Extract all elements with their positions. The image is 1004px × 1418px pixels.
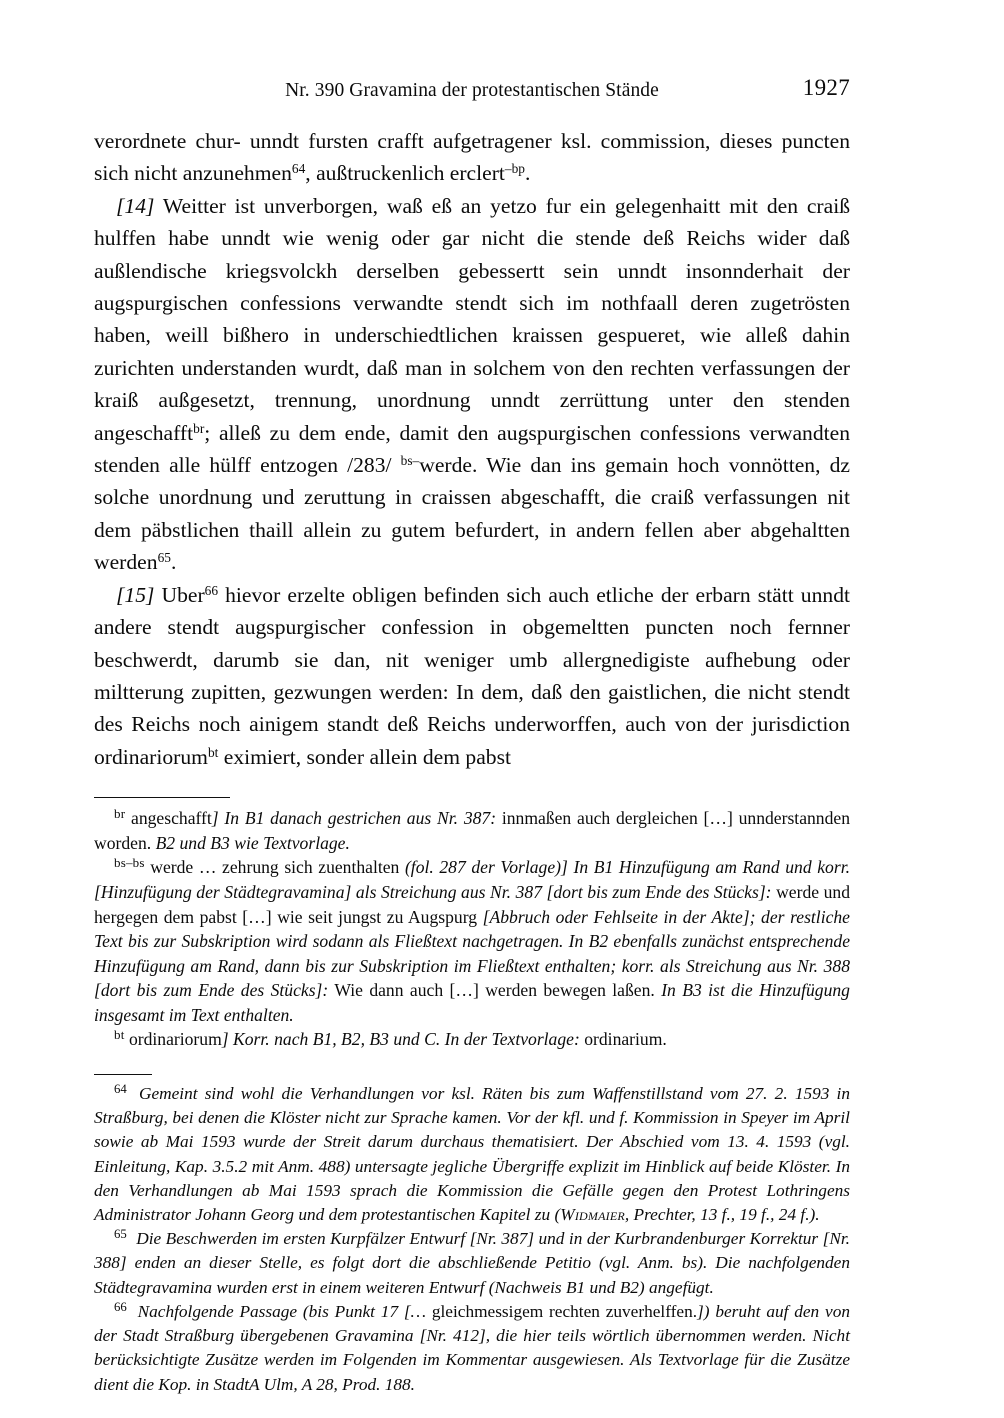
footnote-item bbox=[94, 1082, 850, 1227]
text-run: Uber bbox=[154, 582, 205, 607]
italic-run: Gemeint sind wohl die Verhandlungen vor ksl. Räten bis zum Waffenstillstand vom 27. 2. 1593 in Straßburg, bei denen die Klöster nicht zur Sprache kamen. Vor der kfl. und f. Kommission in Speyer im April sowie ab Mai 1593 wurde der Streit darum durchaus thematisiert. Der Abschied vom 13. 4. 1593 (vgl. Einleitung, Kap. 3.5.2 mit Anm. 488) untersagte jegliche Übergriffe explizit im Hinblick auf beide Klöster. In den Verhandlungen ab Mai 1593 sprach die Kommission die Gefälle gegen den Protest Lothringens Administrator Johann Georg und dem protestantischen Kapitel zu ( bbox=[94, 1084, 851, 1225]
italic-run: (fol. 287 der Vorlage)] In B1 Hinzufügung am Rand und korr. [Hinzufügung der Städtegravamina] als Streichung aus Nr. 387 [dort bis zum Ende des Stücks]: bbox=[94, 857, 850, 902]
apparatus-siglum: bt bbox=[114, 1027, 125, 1043]
main-text bbox=[94, 125, 850, 773]
footnote-number: 66 bbox=[114, 1299, 127, 1314]
text-run: verordnete chur- unndt fursten crafft aufgetragener ksl. commission, dieses puncten sich nicht anzunehmen bbox=[94, 129, 850, 186]
footnote-separator-rule bbox=[94, 1074, 152, 1075]
superscript-marker: 66 bbox=[204, 582, 219, 598]
italic-run: ] In B1 danach gestrichen aus Nr. 387: bbox=[211, 808, 497, 829]
body-paragraph bbox=[94, 579, 850, 773]
italic-run: B2 und B3 wie Textvorlage. bbox=[155, 832, 350, 853]
footnote-commentary bbox=[94, 1082, 850, 1397]
superscript-marker: 65 bbox=[157, 550, 171, 566]
italic-run: Die Beschwerden im ersten Kurpfälzer Entwurf [Nr. 387] und in der Kurbrandenburger Korrektur [Nr. 388] enden an dieser Stelle, es folgt dort die abschließende Petitio (vgl. Anm. bs). Die nachfolgenden Städtegravamina wurden erst in einem weiteren Entwurf (Nachweis B1 und B2) angefügt. bbox=[94, 1229, 850, 1297]
text-run: werde … zehrung sich zuenthalten bbox=[150, 857, 405, 878]
text-run: hievor erzelte obligen befinden sich auch etliche der erbarn stätt unndt andere stendt augspurgischer confession in obgemeltten puncten noch fernner beschwerdt, darumb sie dan, nit weniger umb allergnedigiste aufhebung oder miltterung zupitten, gezwungen werden: In dem, daß den gaistlichen, die nicht stendt des Reichs noch ainigem standt deß Reichs underworffen, auch von der jurisdiction ordinariorum bbox=[94, 582, 850, 769]
italic-run: ]) beruht auf den von der Stadt Straßburg übergebenen Gravamina [Nr. 412], die hier teils wörtlich übernommen werden. Nicht berücksichtigte Zusätze werden im Folgenden im Kommentar ausgewiesen. Als Textvorlage für die Zusätze dient die Kop. in StadtA Ulm, A 28, Prod. 188. bbox=[94, 1301, 850, 1394]
text-run: werde. Wie dan ins gemain hoch vonnötten, dz solche unordnung und zeruttung in craissen abgeschafft, die craiß verfassungen nit dem päbstlichen thaill allein zu gutem befurdert, in andern fellen aber abgehaltten werden bbox=[94, 453, 850, 575]
small-caps-name: Widmaier bbox=[560, 1205, 625, 1225]
footnote-item bbox=[94, 1227, 850, 1300]
page-number: 1927 bbox=[802, 75, 850, 100]
text-run: werde und hergegen dem pabst […] wie seit jungst zu Augspurg bbox=[94, 881, 850, 927]
text-run: . bbox=[170, 550, 177, 575]
italic-run: [15] bbox=[116, 582, 155, 607]
text-run: ; alleß zu dem ende, damit den augspurgischen confessions verwandten stenden alle hülff entzogen /283/ bbox=[94, 420, 850, 478]
italic-run: Nachfolgende Passage (bis Punkt 17 [… bbox=[137, 1301, 432, 1321]
text-run: innmaßen auch dergleichen […] unnderstannden worden. bbox=[94, 808, 850, 853]
running-head bbox=[94, 74, 850, 108]
italic-run: [Abbruch oder Fehlseite in der Akte]; der restliche Text bis zur Subskription wird sodann als Fließtext nachgetragen. In B2 ebenfalls zunächst entsprechende Hinzufügung am Rand, dann bis zur Subskription im Fließtext enthalten; korr. als Streichung aus Nr. 388 [dort bis zum Ende des Stücks]: bbox=[94, 906, 850, 1001]
apparatus-note bbox=[94, 855, 850, 1027]
superscript-marker: bs– bbox=[400, 453, 420, 469]
text-run: gleichmessigem rechten zuverhelffen. bbox=[431, 1301, 698, 1321]
page-content bbox=[94, 74, 850, 1397]
apparatus-siglum: br bbox=[114, 805, 126, 821]
text-run: eximiert, sonder allein dem pabst bbox=[218, 744, 511, 769]
superscript-marker: –bp bbox=[504, 161, 525, 177]
superscript-marker: br bbox=[193, 420, 205, 436]
apparatus-note bbox=[94, 1027, 850, 1052]
superscript-marker: 64 bbox=[291, 161, 306, 177]
text-run: , außtruckenlich erclert bbox=[305, 161, 505, 186]
body-paragraph bbox=[94, 190, 850, 579]
text-run: ordinariorum bbox=[128, 1029, 222, 1050]
footnote-item bbox=[94, 1300, 850, 1397]
italic-run: ] Korr. nach B1, B2, B3 und C. In der Textvorlage: bbox=[221, 1029, 580, 1050]
italic-run: , Prechter, 13 f., 19 f., 24 f.). bbox=[624, 1205, 820, 1225]
italic-run: In B3 ist die Hinzufügung insgesamt im Text enthalten. bbox=[94, 980, 850, 1025]
text-run: Weitter ist unverborgen, waß eß an yetzo fur ein gelegenhaitt mit den craiß hulffen habe unndt wie wenig oder gar nicht die stende deß Reichs wider daß außlendische kriegsvolckh derselben gebessertt sein unndt insonnderhait der augspurgischen confessions verwandte stendt sich im nothfaall deren zugetrösten haben, weill bißhero in underschiedtlichen kraissen gespueret, wie alleß dahin zurichten understanden wurdt, daß man in solchem von den rechten verfassungen der kraiß außgesetzt, trennung, unordnung unndt zerrüttung unter den stenden angeschafft bbox=[94, 193, 850, 445]
apparatus-separator-rule bbox=[94, 797, 230, 798]
text-run: angeschafft bbox=[131, 808, 212, 829]
apparatus-siglum: bs–bs bbox=[114, 855, 145, 871]
superscript-marker: bt bbox=[207, 744, 219, 760]
text-run: ordinarium. bbox=[579, 1029, 667, 1050]
running-head-title: Nr. 390 Gravamina der protestantischen Stände bbox=[285, 80, 659, 101]
apparatus-note bbox=[94, 806, 850, 855]
italic-run: [14] bbox=[116, 193, 155, 218]
body-paragraph bbox=[94, 125, 850, 190]
text-run: Wie dann auch […] werden bewegen laßen. bbox=[328, 980, 662, 1001]
footnote-number: 64 bbox=[114, 1081, 127, 1096]
textual-apparatus bbox=[94, 806, 850, 1052]
footnote-number: 65 bbox=[114, 1227, 127, 1242]
text-run: . bbox=[524, 161, 531, 186]
